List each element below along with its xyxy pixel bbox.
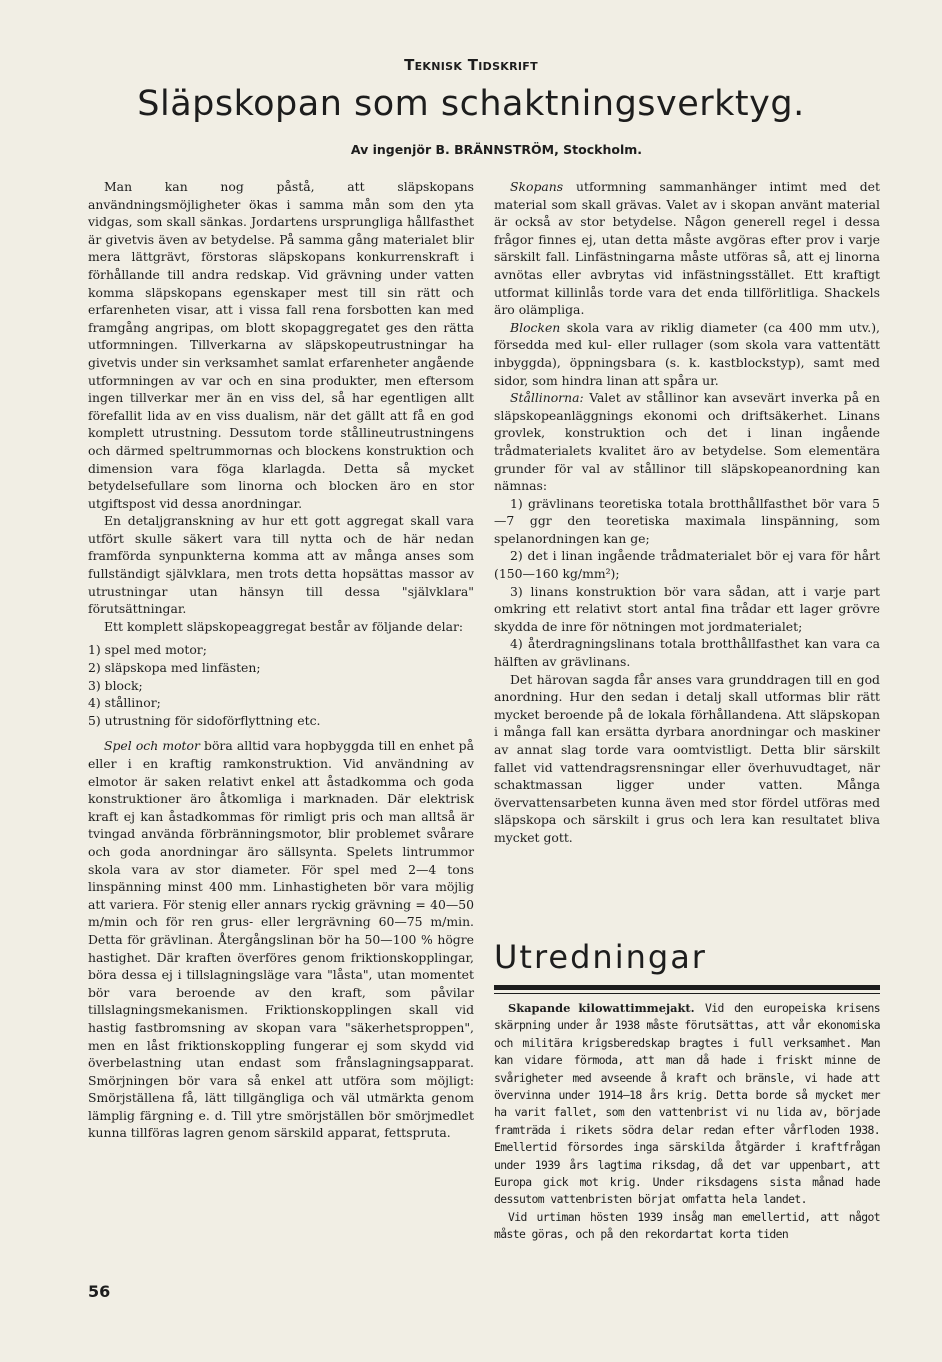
paragraph [494, 1000, 880, 1209]
list-item: 5) utrustning för sidoförflyttning etc. [88, 712, 321, 728]
section-body [494, 1000, 880, 1244]
column-left [88, 178, 474, 1142]
italic-lead: Stållinorna: [510, 390, 584, 406]
section-rule-thin [494, 993, 880, 994]
section-rule-thick [494, 985, 880, 990]
paragraph: Ett komplett släpskopeaggregat består av följande delar: [104, 618, 464, 634]
list-item: 3) block; [88, 677, 143, 693]
paragraph [494, 178, 880, 319]
list-item: 1) grävlinans teoretiska totala brotthållfasthet bör vara 5—7 ggr den teoretiska maximala linspänning, som spelanordningen kan ge; [494, 495, 880, 546]
page-number: 56 [88, 1282, 111, 1301]
paragraph-text: Vid den europeiska krisens skärpning under år 1938 måste förutsättas, att vår ekonomiska och militära krigsberedskap bragtes i full verksamhet. Man kan vidare förmoda, att man då hade i friskt minne de svårigheter med avseende å kraft och bränsle, vi hade att övervinna under 1914—18 års krig. Detta borde så mycket mer ha varit fallet, som den vattenbrist vi nu lida av, började framträda i rikets södra delar redan efter vårfloden 1938. Emellertid försordes inga särskilda åtgärder i kraftfrågan under 1939 års lagtima riksdag, då det var uppenbart, att Europa gick mot krig. Under riksdagens sista månad hade dessutom vattenbristen börjat omfatta hela landet. [494, 1001, 880, 1207]
list-item: 2) det i linan ingående trådmaterialet bör ej vara för hårt (150—160 kg/mm²); [494, 548, 880, 582]
italic-lead: Spel och motor [104, 738, 200, 754]
italic-lead: Skopans [510, 179, 564, 194]
paragraph: Det härovan sagda får anses vara grunddragen till en god anordning. Hur den sedan i detalj skall utformas blir rätt mycket beroende på de lokala förhållandena. Att släpskopan i många fall kan ersätta dyrbara anordningar och maskiner av annat slag torde vara oomtvistligt. Detta blir särskilt fallet vid vattendragsrensningar eller överhuvudtaget, när schaktmassan ligger under vatten. Många övervattensarbeten kunna även med stor fördel utföras med släpskopa och särskilt i grus och lera kan resultatet bliva mycket gott. [494, 671, 880, 845]
parts-list [88, 641, 474, 729]
section-title: Utredningar [494, 938, 707, 976]
italic-lead: Blocken [510, 319, 561, 335]
paragraph [88, 737, 474, 1142]
paragraph [494, 319, 880, 389]
paragraph: Man kan nog påstå, att släpskopans användningsmöjligheter ökas i samma mån som den yta vidgas, som skall sänkas. Jordartens ursprungliga hållfasthet är givetvis även av betydelse. På samma gång materialet blir mera lättgrävt, förstoras släpskopans konkurrenskraft i förhållande till andra redskap. Vid grävning under vatten komma släpskopans egenskaper mest till sin rätt och erfarenheten visar, att i vissa fall rena forsbotten kan med framgång angripas, om blott skopaggregatet ges den rätta utformningen. Tillverkarna av släpskopeutrustningar ha givetvis under sin verksamhet samlat erfarenheter angående utformningen av var och en sina produkter, men eftersom ingen tillverkar mer än en viss del, så har egentligen allt förefallit lida av en viss dualism, när det gällt att få en god komplett utrustning. Dessutom torde stållineutrustningens och därmed speltrummornas och blockens konstruktion och dimension vara föga klarlagda. Detta så mycket betydelsefullare som linorna och blocken äro en stor utgiftspost vid dessa anordningar. [88, 179, 474, 511]
list-item: 1) spel med motor; [88, 642, 207, 658]
paragraph: Vid urtiman hösten 1939 insåg man emellertid, att något måste göras, och på den rekordartat korta tiden [494, 1209, 880, 1242]
list-item: 2) släpskopa med linfästen; [88, 660, 261, 676]
paragraph [494, 389, 880, 495]
paragraph-text: skola vara av riklig diameter (ca 400 mm utv.), försedda med kul- eller rullager (som skola vara vattentätt inbyggda), öppningsbara (s. k. kastblockstyp), samt med sidor, som hindra linan att spåra ur. [494, 319, 880, 388]
list-item: 3) linans konstruktion bör vara sådan, att i varje part omkring ett relativt stort antal fina trådar ett lager grövre skydda de inre för nötningen mot jordmaterialet; [494, 583, 880, 634]
paragraph: En detaljgranskning av hur ett gott aggregat skall vara utfört skulle säkert vara till nytta och de här nedan framförda synpunkterna komma att av många anses som fullständigt självklara, men trots detta hopsättas massor av utrustningar utan hänsyn till dessa "självklara" förutsättningar. [88, 513, 474, 617]
list-item: 4) stållinor; [88, 695, 161, 711]
paragraph-text: utformning sammanhänger intimt med det material som skall grävas. Valet av i skopan använt material är också av stor betydelse. Någon generell regel i dessa frågor finnes ej, utan detta måste avgöras efter prov i varje särskilt fall. Linfästningarna måste utföras så, att ej linorna avnötas eller avbrytas vid infästningsstället. Ett kraftigt utformat killinlås torde vara det enda tillförlitliga. Shackels äro olämpliga. [494, 179, 880, 318]
article-title: Släpskopan som schaktningsverktyg. [137, 84, 805, 124]
list-item: 4) återdragningslinans totala brotthållfasthet kan vara ca hälften av grävlinans. [494, 636, 880, 670]
paragraph-text: Valet av stållinor kan avsevärt inverka på en släpskopeanläggnings ekonomi och driftsäkerhet. Linans grovlek, konstruktion och det i linan ingående trådmaterialets kvalitet äro av betydelse. Som elementära grunder för val av stållinor till släpskopeanordning kan nämnas: [494, 390, 880, 494]
paragraph-text: böra alltid vara hopbyggda till en enhet på eller i en kraftig ramkonstruktion. Vid användning av elmotor är saken relativt enkel att åstadkomma och goda konstruktioner äro åtkomliga i marknaden. Där elektrisk kraft ej kan åstadkommas för rimligt pris och man alltså är tvingad använda förbränningsmotor, blir problemet svårare och goda anordningar äro sällsynta. Spelets lintrummor skola vara av stor diameter. För spel med 2—4 tons linspänning minst 400 mm. Linhastigheten bör vara möjlig att variera. För stenig eller annars ryckig grävning = 40—50 m/min och för ren grus- eller lergrävning 60—75 m/min. Detta för grävlinan. Återgångslinan bör ha 50—100 % högre hastighet. Där kraften överföres genom friktionskopplingar, böra dessa ej i tillslagningsläge vara "låsta", utan momentet bör vara beroende av den kraft, som påvilar tillslagningsmekanismen. Friktionskopplingen skall vid hastig fastbromsning av skopan vara "säkerhetsproppen", men en låst friktionskoppling fungerar ej som skydd vid överbelastning utan endast som frånslagningsapparat. Smörjningen bör vara så enkel att utföra som möjligt: Smörjställena få, lätt tillgängliga och väl utmärkta genom lämplig färgning e. d. Till ytre smörjställen bör smörjmedlet kunna tillföras lagren genom särskild apparat, fettspruta. [88, 738, 475, 1141]
column-right [494, 178, 880, 847]
subsection-heading: Skapande kilowattimmejakt. [508, 1001, 695, 1015]
journal-name: Teknisk Tidskrift [404, 56, 538, 74]
article-byline: Av ingenjör B. BRÄNNSTRÖM, Stockholm. [350, 142, 642, 157]
